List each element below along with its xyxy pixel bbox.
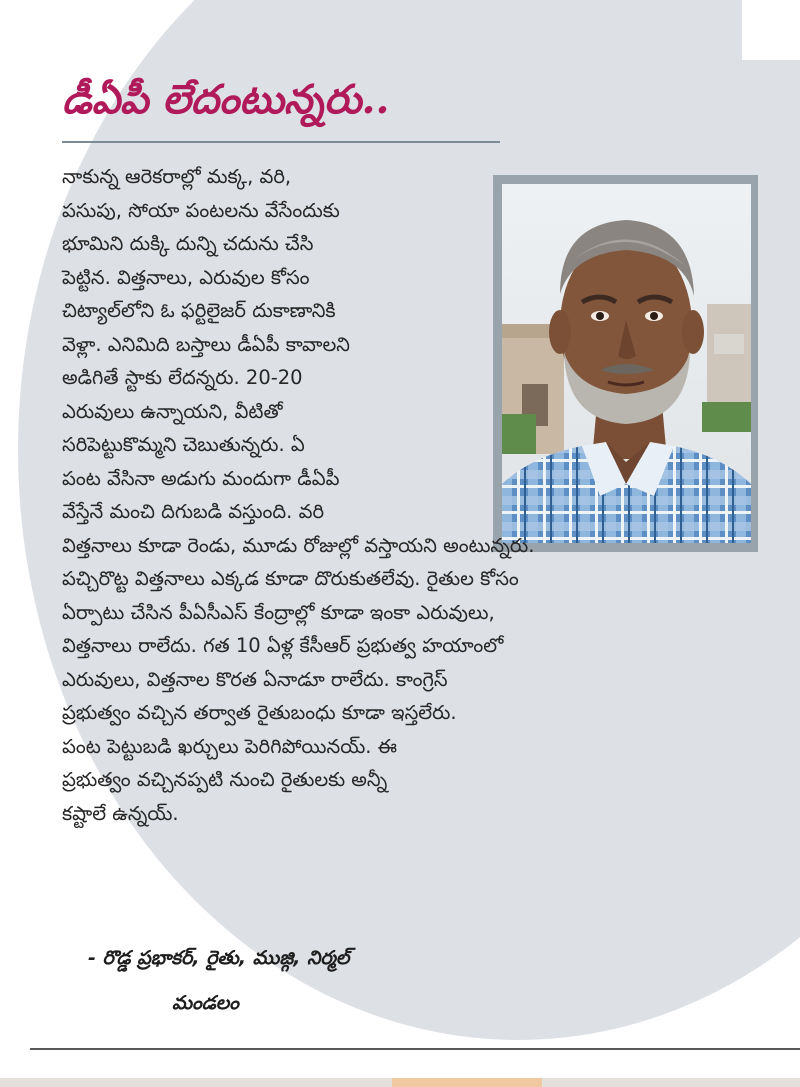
body-line: ఏర్పాటు చేసిన పీఏసీఎస్ కేంద్రాల్లో కూడా ఇంకా ఎరువులు, <box>62 600 495 624</box>
article-headline: డీఏపీ లేదంటున్నరు.. <box>62 76 390 123</box>
body-line: కష్టాలే ఉన్నయ్. <box>62 801 179 825</box>
body-line: పంట పెట్టుబడి ఖర్చులు పెరిగిపోయినయ్. ఈ <box>62 734 398 758</box>
byline-location: మండలం <box>172 992 239 1014</box>
body-line: వెళ్లా. ఎనిమిది బస్తాలు డీఏపీ కావాలని <box>62 332 350 356</box>
body-line: పంట వేసినా అడుగు మందుగా డీఏపీ <box>62 466 340 490</box>
bottom-divider <box>30 1048 800 1050</box>
body-line: ప్రభుత్వం వచ్చిన తర్వాత రైతుబంధు కూడా ఇస్తలేరు. <box>62 701 457 724</box>
body-line: విత్తనాలు కూడా రెండు, మూడు రోజుల్లో వస్తాయని అంటున్నరు. <box>62 533 535 557</box>
body-line: వేస్తేనే మంచి దిగుబడి వస్తుంది. వరి <box>62 500 325 523</box>
headline-divider <box>62 141 500 143</box>
article-body <box>62 160 534 830</box>
body-line: చిట్యాల్‌లోని ఓ ఫర్టిలైజర్ దుకాణానికి <box>62 299 336 322</box>
next-image-edge <box>392 1078 542 1087</box>
body-line: ఎరువులు ఉన్నాయని, వీటితో <box>62 399 283 423</box>
body-line: పచ్చిరొట్ట విత్తనాలు ఎక్కడ కూడా దొరుకుతలేవు. రైతుల కోసం <box>62 567 519 590</box>
next-article-edge <box>0 1078 800 1087</box>
body-line: భూమిని దుక్కి దున్ని చదును చేసి <box>62 232 314 255</box>
body-line: పెట్టిన. విత్తనాలు, ఎరువుల కోసం <box>62 265 310 289</box>
body-line: పసుపు, సోయా పంటలను వేసేందుకు <box>62 198 340 222</box>
body-line: నాకున్న ఆరెకరాల్లో మక్క, వరి, <box>62 165 292 188</box>
byline: - రొడ్డ ప్రభాకర్, రైతు, ముజ్గి, నిర్మల్ <box>88 947 350 969</box>
body-line: ఎరువులు, విత్తనాల కొరత ఏనాడూ రాలేదు. కాంగ్రెస్ <box>62 667 448 691</box>
body-line: అడిగితే స్టాకు లేదన్నరు. 20-20 <box>62 366 303 389</box>
body-line: ప్రభుత్వం వచ్చినప్పటి నుంచి రైతులకు అన్నీ <box>62 768 388 791</box>
body-line: విత్తనాలు రాలేదు. గత 10 ఏళ్ల కేసీఆర్ ప్రభుత్వ హయాంలో <box>62 634 504 657</box>
farmer-portrait-photo <box>502 184 751 543</box>
body-line: సరిపెట్టుకొమ్మని చెబుతున్నరు. ఏ <box>62 433 305 456</box>
